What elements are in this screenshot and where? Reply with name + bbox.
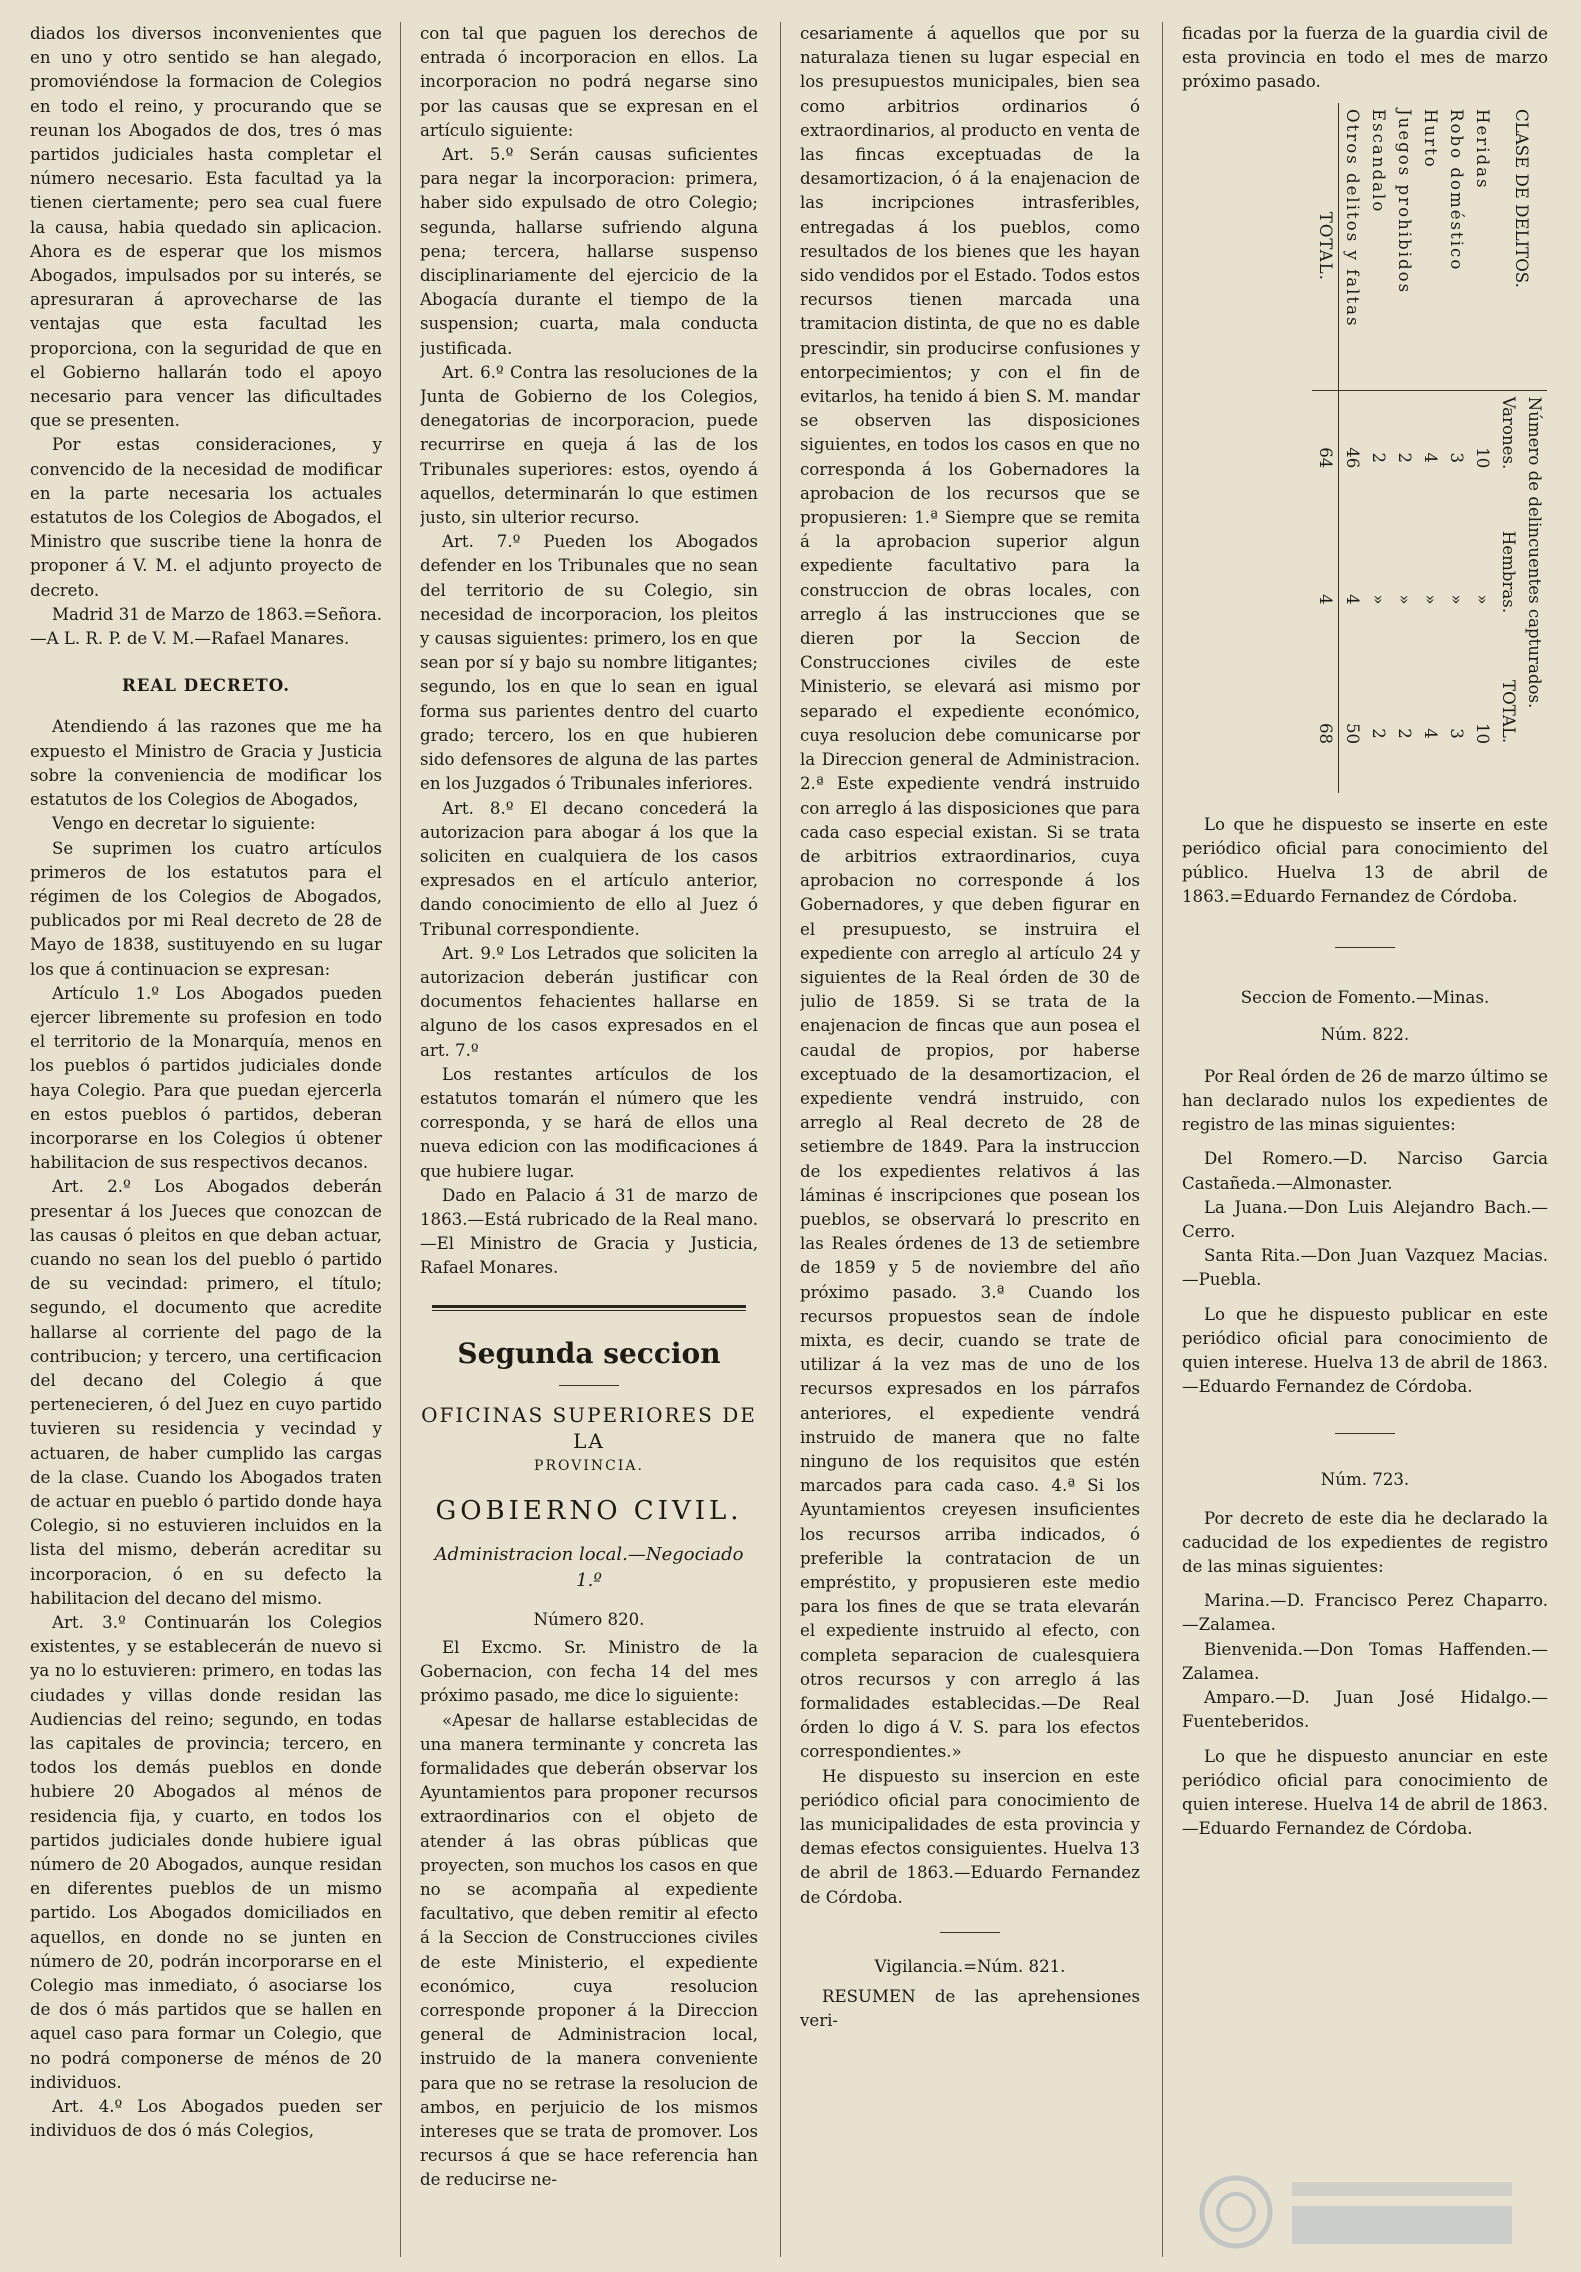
article-1: Artículo 1.º Los Abogados pueden ejercer libremente su profesion en todo el territorio de la Monarquía, menos en los pueblos ó partidos judiciales donde haya Colegio. Para que puedan ejercerla en estos pueblos ó partidos, deberan incorporarse en los Colegios ú obtener habilitacion de sus respectivos decanos. <box>30 983 382 1173</box>
table-header-row <box>1521 103 1547 793</box>
heading-numero-820: Número 820. <box>533 1609 645 1629</box>
article-6: Art. 6.º Contra las resoluciones de la Junta de Gobierno de los Colegios, denegatorias de incorporacion, puede recurrirse en queja á las de los Tribunales superiores: estos, oyendo á aquellos, determinarán lo que estimen justo, sin ulterior recurso. <box>420 362 758 528</box>
quotation: «Apesar de hallarse establecidas de una manera terminante y concreta las formalidades que deberán observar los Ayuntamientos para proponer recursos extraordinarios con el objeto de atender á las obras públicas que proyecten, son muchos los casos en que no se acompaña al expediente facultativo, que deben remitir al efecto á la Seccion de Construcciones civiles de este Ministerio, el expediente económico, cuya resolucion corresponde proponer á la Direccion general de Administracion local, instruido de la manera conveniente para que no se retrase la resolucion de ambos, en perjuicio de los mismos intereses que se trata de promover. Los recursos á que se hace referencia han de reducirse ne- <box>420 1710 758 2190</box>
heading-provincia: PROVINCIA. <box>534 1457 644 1474</box>
table-row <box>1339 103 1366 793</box>
section-rule <box>432 1305 746 1311</box>
heading-numero-822: Núm. 822. <box>1320 1024 1410 1044</box>
article-8: Art. 8.º El decano concederá la autorizacion para abogar á los que la soliciten en cualquiera de los casos expresados en el artículo anterior, dando conocimiento de ello al Juez ó Tribunal correspondiente. <box>420 798 758 939</box>
article-2: Art. 2.º Los Abogados deberán presentar á los Jueces que conozcan de las causas ó pleitos en que deban actuar, cuando no sean los del pueblo ó partido de su vecindad: primero, el título; segundo, el documento que acredite hallarse al corriente del pago de la contribucion; y tercero, una certificacion del decano del Colegio á que pertenecieren, ó del Juez en cuyo partido tuvieren su residencia y vecindad y actuaren, de haber cumplido las cargas de la clase. Cuando los Abogados traten de actuar en pueblo ó partido donde haya Colegio, si no estuvieren incluidos en la lista del mismo, deberán acreditar su incorporacion, ó en su defecto la habilitacion del decano del mismo. <box>30 1177 382 1608</box>
delitos-table-container <box>1182 99 1548 799</box>
cell-clase: Escandalo <box>1365 103 1391 390</box>
paragraph: Lo que he dispuesto publicar en este periódico oficial para conocimiento de quien interese. Huelva 13 de abril de 1863.—Eduardo Fernandez de Córdoba. <box>1182 1304 1548 1397</box>
paragraph: He dispuesto su insercion en este periódico oficial para conocimiento de las municipalidades de esta provincia y demas efectos consiguientes. Huelva 13 de abril de 1863.—Eduardo Fernandez de Córdoba. <box>800 1766 1140 1907</box>
delitos-table-rotated <box>1182 103 1547 793</box>
header-clase: CLASE DE DELITOS. <box>1495 103 1547 390</box>
article-9: Art. 9.º Los Letrados que soliciten la autorizacion deberán justificar con documentos fehacientes hallarse en alguno de los casos expresados en el art. 7.º <box>420 943 758 1060</box>
paragraph: ficadas por la fuerza de la guardia civil de esta provincia en todo el mes de marzo próximo pasado. <box>1182 24 1548 92</box>
paragraph: Dado en Palacio á 31 de marzo de 1863.—Está rubricado de la Real mano.—El Ministro de Gracia y Justicia, Rafael Monares. <box>420 1185 758 1278</box>
cell-clase: Robo doméstico <box>1443 103 1469 390</box>
cell-varones: 2 <box>1395 452 1414 463</box>
cell-total: 50 <box>1343 722 1362 744</box>
paragraph: Lo que he dispuesto anunciar en este periódico oficial para conocimiento de quien interese. Huelva 14 de abril de 1863.—Eduardo Fernandez de Córdoba. <box>1182 1746 1548 1839</box>
cell-hembras: » <box>1421 593 1440 605</box>
column-2 <box>420 22 758 2257</box>
minas-list-2 <box>1182 1589 1548 1734</box>
header-hembras: Hembras. <box>1499 530 1518 613</box>
list-item: Santa Rita.—Don Juan Vazquez Macias.—Puebla. <box>1182 1246 1548 1290</box>
table-row <box>1443 103 1469 793</box>
heading-administracion: Administracion local.—Negociado 1.º <box>434 1543 744 1591</box>
spacer <box>1182 1579 1548 1589</box>
header-total: TOTAL. <box>1499 679 1518 743</box>
paragraph: El Excmo. Sr. Ministro de la Gobernacion, con fecha 14 del mes próximo pasado, me dice lo siguiente: <box>420 1637 758 1706</box>
list-item: Marina.—D. Francisco Perez Chaparro.—Zalamea. <box>1182 1591 1548 1635</box>
cell-clase: Heridas <box>1469 103 1495 390</box>
cell-varones: 46 <box>1343 446 1362 468</box>
total-total: 68 <box>1312 674 1339 793</box>
cell-total: 4 <box>1421 727 1440 739</box>
article-3: Art. 3.º Continuarán los Colegios existentes, y se establecerán de nuevo si ya no lo estuvieren: primero, en todas las ciudades y villas donde residan las Audiencias del reino; segundo, en todas las capitales de provincia; tercero, en todos los demás pueblos en donde hubiere 20 Abogados al ménos de residencia fija, y cuarto, en todos los partidos judiciales donde hubiere igual número de 20 Abogados, aunque residan en diferentes pueblos de un mismo partido. Los Abogados domiciliados en aquellos, en donde no se junten en número de 20, podrán incorporarse en el Colegio mas inmediato, ó asociarse los de dos ó más partidos que se hallen en aquel caso para formar un Colegio, que no podrá componerse de ménos de 20 individuos. <box>30 1613 382 2092</box>
cell-hembras: » <box>1473 593 1492 605</box>
total-clase: TOTAL. <box>1312 103 1339 390</box>
cell-hembras: » <box>1369 593 1388 605</box>
article-5: Art. 5.º Serán causas suficientes para negar la incorporacion: primera, haber sido expulsado de otro Colegio; segunda, hallarse sufriendo alguna pena; tercera, hallarse suspenso disciplinariamente del ejercicio de la Abogacía durante el tiempo de la suspension; cuarta, mala conducta justificada. <box>420 145 758 358</box>
heading-numero-723: Núm. 723. <box>1320 1470 1410 1490</box>
signature-date: Madrid 31 de Marzo de 1863.=Señora.—A L. R. P. de V. M.—Rafael Manares. <box>30 604 382 649</box>
heading-real-decreto: REAL DECRETO. <box>121 675 291 696</box>
table-body <box>1312 103 1495 793</box>
total-varones: 64 <box>1312 390 1339 525</box>
cell-varones: 3 <box>1447 452 1466 463</box>
cell-hembras: 4 <box>1343 593 1362 605</box>
table-row <box>1365 103 1391 793</box>
list-item: Bienvenida.—Don Tomas Haffenden.—Zalamea. <box>1182 1639 1548 1683</box>
heading-segunda-seccion: Segunda seccion <box>457 1336 721 1370</box>
table-row <box>1417 103 1443 793</box>
minas-list-1 <box>1182 1147 1548 1292</box>
paragraph: Vengo en decretar lo siguiente: <box>52 814 316 834</box>
cell-clase: Juegos prohibidos <box>1391 103 1417 390</box>
heading-gobierno-civil: GOBIERNO CIVIL. <box>435 1495 743 1526</box>
table-total-row <box>1312 103 1339 793</box>
paragraph: RESUMEN de las aprehensiones veri- <box>800 1987 1140 2031</box>
heading-vigilancia: Vigilancia.=Núm. 821. <box>874 1956 1066 1976</box>
library-watermark <box>1196 2172 1536 2252</box>
column-divider <box>1162 22 1163 2257</box>
watermark-logo-icon <box>1196 2172 1536 2252</box>
divider <box>559 1385 619 1386</box>
column-divider <box>400 22 401 2257</box>
header-varones: Varones. <box>1499 396 1518 469</box>
paragraph: con tal que paguen los derechos de entrada ó incorporacion en ellos. La incorporacion no podrá negarse sino por las causas que se expresan en el artículo siguiente: <box>420 24 758 140</box>
paragraph: Se suprimen los cuatro artículos primeros de los estatutos para el régimen de los Colegios de Abogados, publicados por mi Real decreto de 28 de Mayo de 1838, sustituyendo en su lugar los que á continuacion se expresan: <box>30 838 382 979</box>
list-item: Del Romero.—D. Narciso Garcia Castañeda.—Almonaster. <box>1182 1149 1548 1193</box>
paragraph: cesariamente á aquellos que por su naturalaza tienen su lugar especial en los presupuestos municipales, bien sea como arbitrios ordinarios ó extraordinarios, al producto en venta de las fincas exceptuadas de la desamortizacion, ó á la enajenacion de las incripciones intrasferibles, entregadas á los pueblos, como resultados de los bienes que les hayan sido vendidos por el Estado. Todos estos recursos tienen marcada una tramitacion distinta, de que no es dable prescindir, sin producirse confusiones y entorpecimientos; y con el fin de evitarlos, ha tenido á bien S. M. mandar se observen las disposiciones siguientes, en todos los casos en que no corresponda á los Gobernadores la aprobacion de los recursos que se propusieren: 1.ª Siempre que se remita á la aprobacion superior algun expediente facultativo para la construccion de obras locales, con arreglo á las instrucciones que se dieren por la Seccion de Construcciones civiles de este Ministerio, se elevará asi mismo por separado el expediente económico, cuya resolucion debe comunicarse por la Direccion general de Administracion. 2.ª Este expediente vendrá instruido con arreglo á las disposiciones que para cada caso especial existan. Si se trata de arbitrios extraordinarios, cuya aprobacion no corresponde á los Gobernadores, y que deben figurar en el presupuesto, se instruira el expediente con arreglo al artículo 24 y siguientes de la Real órden de 30 de julio de 1859. Si se trata de la enajenacion de fincas que aun posea el caudal de propios, por haberse exceptuado de la desamortizacion, el expediente vendrá instruido, con arreglo al Real decreto de 28 de setiembre de 1849. Para la instruccion de los expedientes relativos á las láminas é inscripciones que posean los pueblos, se observará lo prescrito en las Reales órdenes de 13 de setiembre de 1859 y 5 de noviembre del año próximo pasado. 3.ª Cuando los recursos propuestos sean de índole mixta, es decir, cuando se trate de utilizar á la vez mas de uno de los recursos expresados en los párrafos anteriores, el expediente vendrá instruido de manera que no falte ninguno de los requisitos que estén marcados para cada caso. 4.ª Si los Ayuntamientos creyesen insuficientes los recursos arriba indicados, ó preferible la contratacion de un empréstito, y propusieren este medio para los fines de que se trata elevarán el expediente instruido al efecto, con completa separacion de cualesquiera otros recursos y con arreglo á las formalidades establecidas.—De Real órden lo digo á V. S. para los efectos correspondientes.» <box>800 24 1140 1762</box>
list-item: La Juana.—Don Luis Alejandro Bach.—Cerro. <box>1182 1197 1548 1242</box>
cell-varones: 4 <box>1421 452 1440 463</box>
paragraph: Atendiendo á las razones que me ha expuesto el Ministro de Gracia y Justicia sobre la conveniencia de modificar los estatutos de los Colegios de Abogados, <box>30 717 382 810</box>
cell-total: 2 <box>1395 727 1414 739</box>
divider <box>1335 947 1395 948</box>
cell-total: 10 <box>1473 722 1492 744</box>
heading-fomento-minas: Seccion de Fomento.—Minas. <box>1240 988 1490 1008</box>
spacer <box>1182 1293 1548 1303</box>
spacer <box>1182 1137 1548 1147</box>
column-divider <box>780 22 781 2257</box>
paragraph: Por Real órden de 26 de marzo último se han declarado nulos los expedientes de registro de las minas siguientes: <box>1182 1066 1548 1135</box>
cell-hembras: » <box>1447 593 1466 605</box>
cell-varones: 2 <box>1369 452 1388 463</box>
cell-total: 2 <box>1369 727 1388 739</box>
paragraph: diados los diversos inconvenientes que en uno y otro sentido se han alegado, promoviéndose la formacion de Colegios en todo el reino, y procurando que se reunan los Abogados de dos, tres ó mas partidos judiciales hasta completar el número necesario. Esta facultad ya la tienen ciertamente; pero sea cual fuere la causa, habia quedado sin aplicacion. Ahora es de esperar que los mismos Abogados, impulsados por su interés, se apresuraran á aprovecharse de las ventajas que esta facultad les proporciona, con la seguridad de que en el Gobierno hallarán todo el apoyo necesario para vencer las dificultades que se presenten. <box>30 24 382 431</box>
list-item: Amparo.—D. Juan José Hidalgo.—Fuenteberidos. <box>1182 1688 1548 1732</box>
delitos-table <box>1312 103 1547 793</box>
column-1 <box>30 22 382 2257</box>
divider <box>1335 1433 1395 1434</box>
cell-clase: Hurto <box>1417 103 1443 390</box>
total-hembras: 4 <box>1312 524 1339 673</box>
article-7: Art. 7.º Pueden los Abogados defender en los Tribunales que no sean del territorio de su Colegio, sin necesidad de incorporacion, los pleitos y causas siguientes: primero, los en que sean por sí y bajo su nombre litigantes; segundo, los en que lo sean en igual forma sus parientes dentro del cuarto grado; tercero, los en que hubieren sido defensores de alguna de las partes en los Juzgados ó Tribunales inferiores. <box>420 532 758 794</box>
paragraph: Por decreto de este dia he declarado la caducidad de los expedientes de registro de las minas siguientes: <box>1182 1508 1548 1577</box>
cell-total: 3 <box>1447 727 1466 739</box>
table-row <box>1391 103 1417 793</box>
paragraph: Por estas consideraciones, y convencido de la necesidad de modificar en la parte necesaria los actuales estatutos de los Colegios de Abogados, el Ministro que suscribe tiene la honra de proponer á V. M. el adjunto proyecto de decreto. <box>30 435 382 600</box>
table-row <box>1469 103 1495 793</box>
article-4: Art. 4.º Los Abogados pueden ser individuos de dos ó más Colegios, <box>30 2097 382 2141</box>
column-4 <box>1182 22 1548 2257</box>
column-3 <box>800 22 1140 2257</box>
paragraph: Los restantes artículos de los estatutos tomarán el número que les corresponda, y se hará de ellos una nueva edicion con las modificaciones á que hubiere lugar. <box>420 1064 758 1181</box>
cell-hembras: » <box>1395 593 1414 605</box>
header-numero: Número de delincuentes capturados. <box>1525 396 1544 708</box>
spacer <box>1182 1735 1548 1745</box>
paragraph: Lo que he dispuesto se inserte en este periódico oficial para conocimiento del público. Huelva 13 de abril de 1863.=Eduardo Fernandez de Córdoba. <box>1182 814 1548 907</box>
cell-varones: 10 <box>1473 446 1492 468</box>
heading-oficinas: OFICINAS SUPERIORES DE LA <box>421 1402 757 1453</box>
cell-clase: Otros delitos y faltas <box>1339 103 1366 390</box>
divider <box>940 1932 1000 1933</box>
